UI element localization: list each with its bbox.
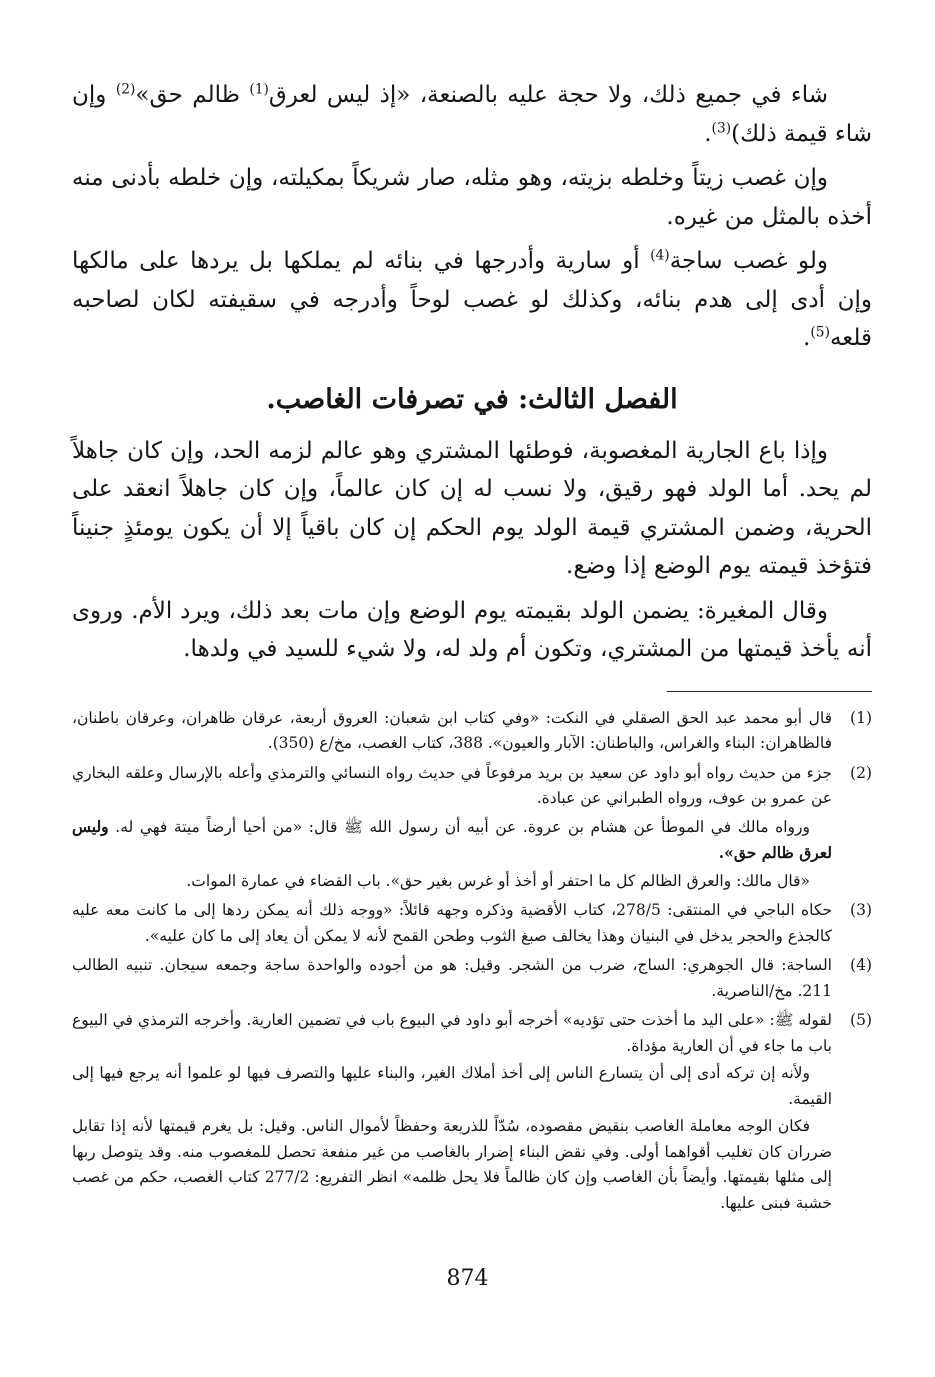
footnote-ref-1[interactable]: (1) [249, 81, 269, 98]
footnotes [72, 706, 872, 1217]
footnote-body [72, 1008, 832, 1216]
paragraph-1-text-b: ظالم حق» [135, 82, 240, 108]
footnote-number: (5) [850, 1011, 872, 1029]
footnote-ref-2[interactable]: (2) [115, 81, 136, 98]
paragraph-1-end: . [704, 120, 712, 147]
page-content [72, 76, 872, 1220]
footnote-text: جزء من حديث رواه أبو داود عن سعيد بن بريد مرفوعاً في حديث رواه النسائي والترمذي وأعله بالإرسال وعلقه البخاري عن عمرو بن عوف، ورواه الطبراني عن عبادة. [72, 763, 832, 807]
footnote-ref-3[interactable]: (3) [711, 119, 732, 136]
paragraph-5: وقال المغيرة: يضمن الولد بقيمته يوم الوضع وإن مات بعد ذلك، ويرد الأم. وروى أنه يأخذ قيمتها من المشتري، وتكون أم ولد له، ولا شيء للسيد في ولدها. [72, 597, 872, 662]
footnote-number: (1) [850, 708, 872, 727]
chapter-heading: الفصل الثالث: في تصرفات الغاصب. [266, 383, 678, 415]
footnote-ref-5[interactable]: (5) [810, 324, 830, 341]
footnote-text: حكاه الباجي في المنتقى: 278/5، كتاب الأقضية وذكره وجهه قائلاً: «ووجه ذلك أنه يمكن ردها إلى ما كانت معه عليه كالجذع والحجر يدخل في البنيان وهذا يخالف صبغ الثوب وطحن القمح لأنه لا يمكن أن يعاد إلى ما كان عليه». [72, 901, 833, 945]
footnote-text: قال أبو محمد عبد الحق الصقلي في النكت: «وفي كتاب ابن شعبان: العروق أربعة، عرقان ظاهران، وعرقان باطنان، فالظاهران: البناء والغراس، والباطنان: الآبار والعيون». 388، كتاب الغصب، مخ/ع (350). [72, 708, 832, 752]
footnote-number: (3) [850, 901, 872, 919]
paragraph-2: وإن غصب زيتاً وخلطه بزيته، وهو مثله، صار شريكاً بمكيلته، وإن خلطه بأدنى منه أخذه بالمثل من غيره. [72, 165, 872, 230]
footnote-subparagraph: ولأنه إن تركه أدى إلى أن يتسارع الناس إلى أخذ أملاك الغير، والبناء عليها والتصرف فيها لو علموا أنه يرجع فيها إلى القيمة. [72, 1064, 832, 1108]
footnote-subparagraph: فكان الوجه معاملة الغاصب بنقيض مقصوده، سُدّاً للذريعة وحفظاً لأموال الناس. وقيل: بل يغرم قيمتها لأنه إذا تقابل ضرران كان تغليب أقواهما أولى. وفي نقض البناء إضرار بالغاصب من غير منفعة تحصل للمغصوب منه. وقد يتوصل ربها إلى مثلها بقيمتها. وأيضاً بأن الغاصب وإن كان ظالماً فلا يحل ظلمه» انظر التفريع: 277/2 كتاب الغصب، حكم من غصب خشبة فبنى عليها. [72, 1117, 832, 1212]
footnote-subparagraph [72, 814, 832, 867]
page-number: 874 [446, 1266, 489, 1291]
footnote-1 [72, 706, 872, 757]
footnote-text: الساجة: قال الجوهري: الساج، ضرب من الشجر. وقيل: هو من أجوده والواحدة ساجة وجمعه سيجان. تنبيه الطالب 211. مخ/الناصرية. [72, 956, 832, 1000]
footnote-sub-text: ورواه مالك في الموطأ عن هشام بن عروة. عن أبيه أن رسول الله ﷺ قال: «من أحيا أرضاً ميتة فهي له. [115, 817, 810, 836]
paragraph-1 [72, 76, 872, 153]
paragraph-3-text-a: ولو غصب ساجة [669, 248, 829, 274]
paragraph-3-text-b: أو سارية وأدرجها في بنائه لم يملكها بل يردها على مالكها وإن أدى إلى هدم بنائه، وكذلك لو غصب لوحاً وأدرجه في سقيفته لكان لصاحبه قلعه [72, 248, 872, 351]
footnote-3 [72, 898, 872, 949]
footnote-separator [667, 691, 872, 692]
paragraph-1-text-a: شاء في جميع ذلك، ولا حجة عليه بالصنعة، «إذ ليس لعرق [268, 82, 829, 108]
footnote-text: لقوله ﷺ: «على اليد ما أخذت حتى تؤديه» أخرجه أبو داود في البيوع باب في تضمين العارية. وأخرجه الترمذي في البيوع باب ما جاء في أن العارية مؤداة. [72, 1011, 832, 1055]
paragraph-4: وإذا باع الجارية المغصوبة، فوطئها المشتري وهو عالم لزمه الحد، وإن كان جاهلاً لم يحد. أما الولد فهو رقيق، ولا نسب له إن كان عالماً، وإن كان جاهلاً انعقد على الحرية، وضمن المشتري قيمة الولد يوم الحكم إن كان باقياً إلا أن يكون يومئذٍ جنيناً فتؤخذ قيمته يوم الوضع إذا وضع. [72, 437, 872, 579]
footnote-5 [72, 1008, 872, 1216]
footnote-body [72, 761, 832, 895]
footnote-4 [72, 953, 872, 1004]
footnote-number: (4) [850, 956, 872, 974]
paragraph-3 [72, 242, 872, 358]
paragraph-3-end: . [803, 325, 811, 351]
footnote-2 [72, 761, 872, 895]
paragraph-1-text-c: وإن شاء قيمة ذلك) [72, 82, 872, 147]
footnote-subparagraph: «قال مالك: والعرق الظالم كل ما احتفر أو أخذ أو غرس بغير حق». باب القضاء في عمارة الموات. [186, 871, 810, 890]
footnote-number: (2) [850, 763, 872, 782]
footnote-sub-bold-text: وليس لعرق ظالم حق». [72, 816, 832, 862]
footnote-ref-4[interactable]: (4) [650, 247, 670, 264]
